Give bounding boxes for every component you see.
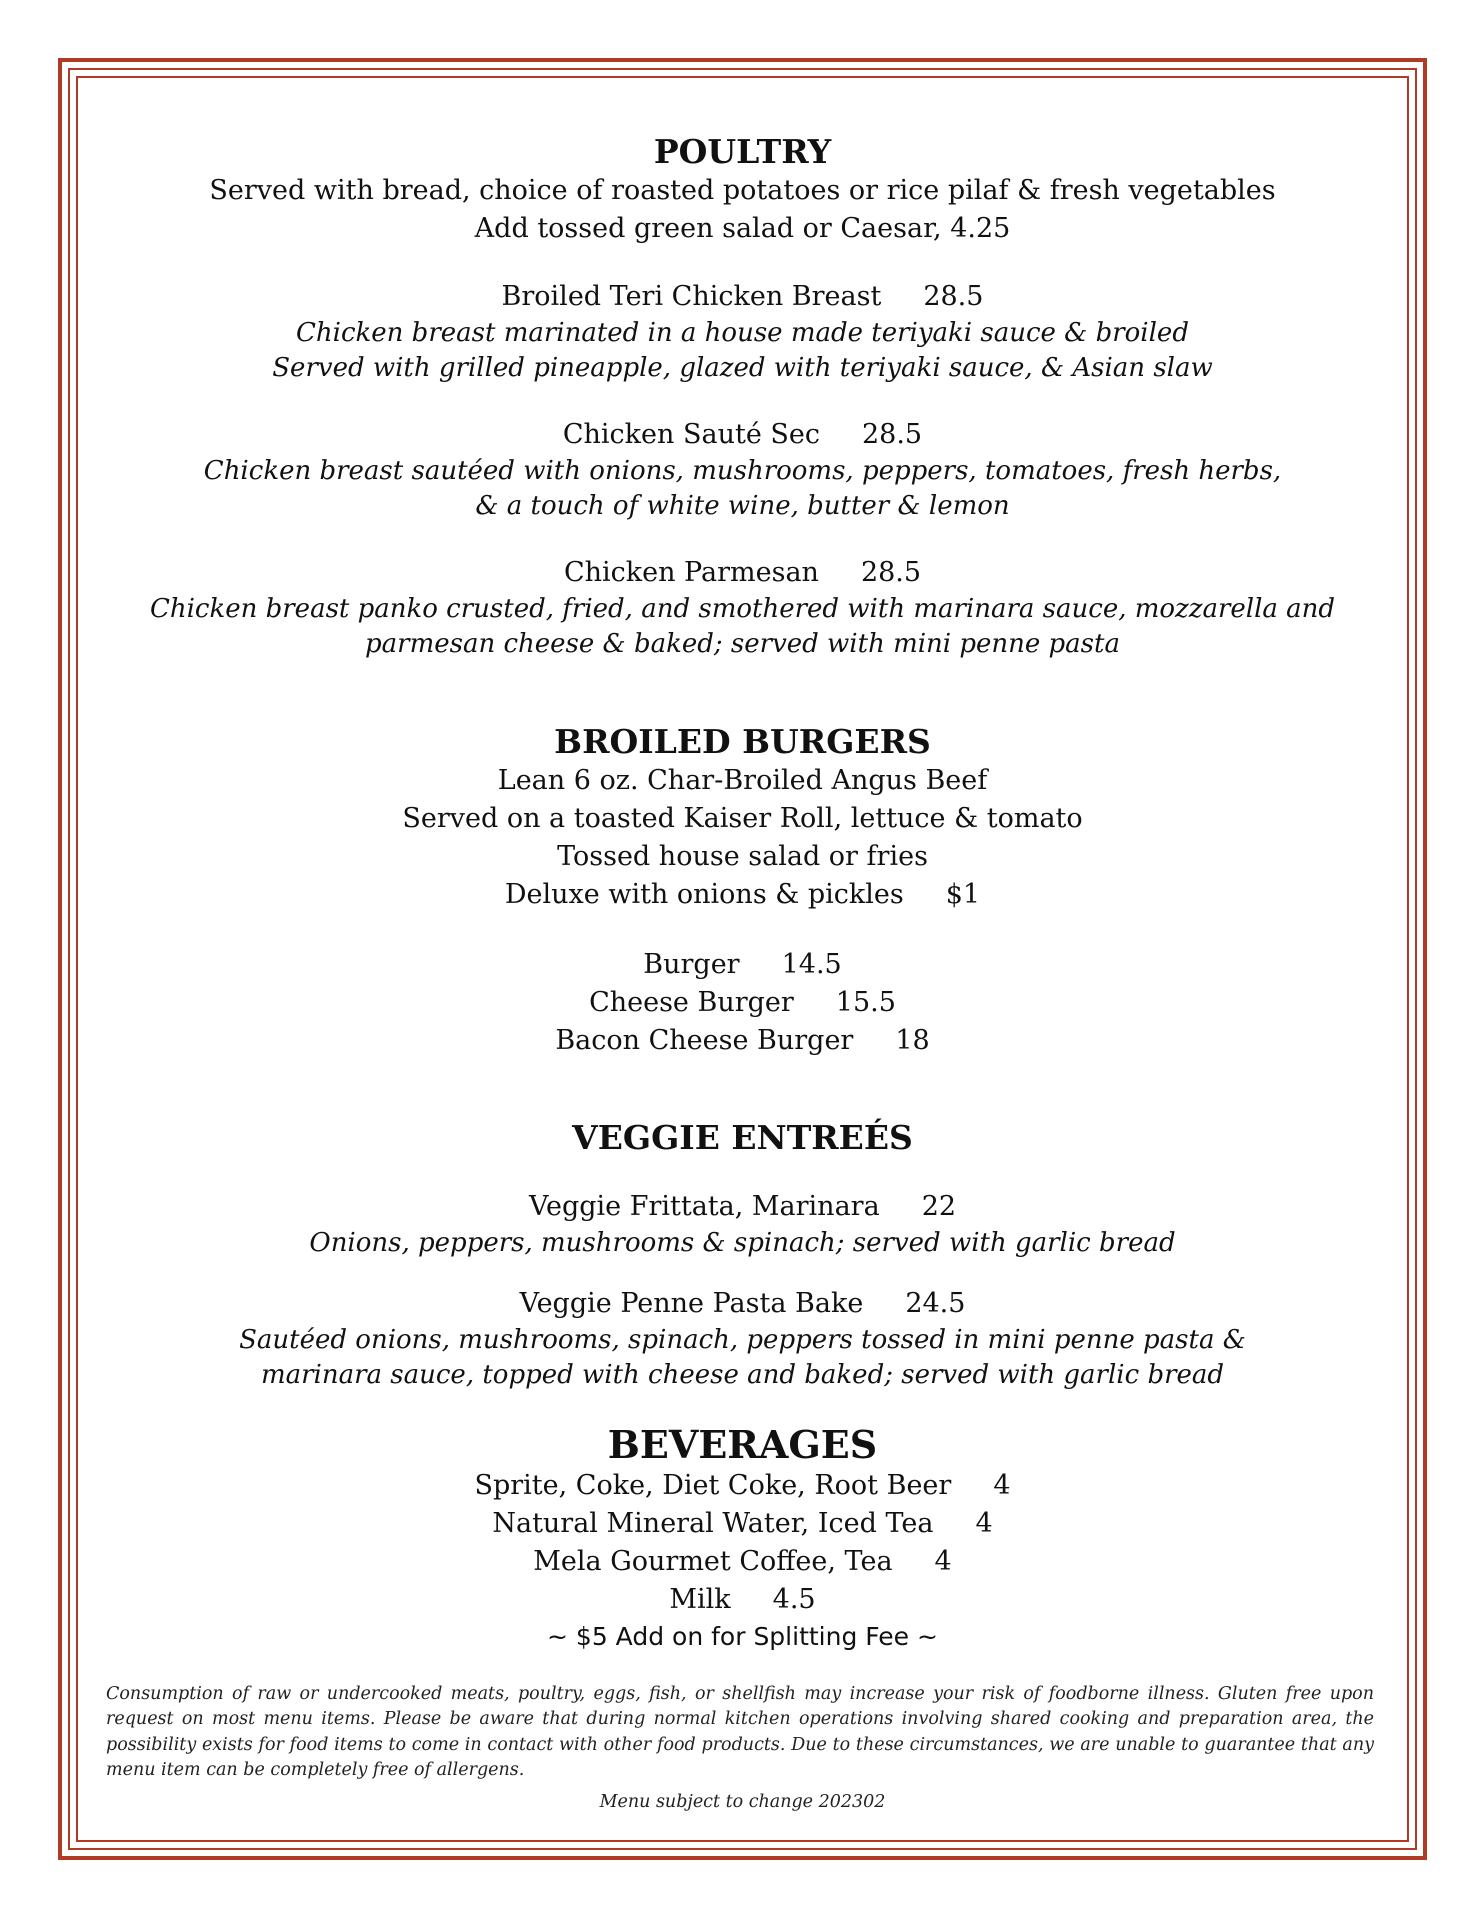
item-description: parmesan cheese & baked; served with mini penne pasta	[365, 629, 1120, 659]
burger-item	[100, 946, 1385, 984]
item-price: 15.5	[835, 987, 896, 1018]
item-name: Broiled Teri Chicken Breast	[501, 281, 882, 312]
item-name: Mela Gourmet Coffee, Tea	[533, 1546, 893, 1577]
item-name: Bacon Cheese Burger	[555, 1025, 854, 1056]
burger-item	[100, 1022, 1385, 1060]
item-price: 14.5	[781, 949, 842, 980]
burgers-line-3: Tossed house salad or fries	[557, 841, 928, 872]
item-description: marinara sauce, topped with cheese and baked; served with garlic bread	[260, 1360, 1225, 1390]
burgers-section	[100, 722, 1385, 1060]
poultry-intro-line-2: Add tossed green salad or Caesar, 4.25	[474, 213, 1011, 244]
beverage-item	[100, 1505, 1385, 1543]
beverages-heading: BEVERAGES	[607, 1422, 878, 1467]
burgers-line-2: Served on a toasted Kaiser Roll, lettuce & tomato	[402, 803, 1083, 834]
item-description: Served with grilled pineapple, glazed with teriyaki sauce, & Asian slaw	[272, 353, 1213, 383]
item-title	[100, 278, 1385, 316]
item-price: 28.5	[861, 419, 923, 450]
item-description: & a touch of white wine, butter & lemon	[475, 491, 1010, 521]
menu-item	[100, 278, 1385, 386]
item-price: 24.5	[905, 1288, 966, 1319]
item-description: Onions, peppers, mushrooms & spinach; served with garlic bread	[309, 1228, 1176, 1258]
item-name: Chicken Sauté Sec	[562, 419, 820, 450]
deluxe-label: Deluxe with onions & pickles	[504, 879, 904, 910]
item-name: Milk	[669, 1584, 731, 1615]
item-price: 28.5	[860, 557, 922, 588]
poultry-intro-line-1: Served with bread, choice of roasted potatoes or rice pilaf & fresh vegetables	[209, 175, 1276, 206]
beverages-section	[100, 1423, 1385, 1655]
item-name: Veggie Penne Pasta Bake	[519, 1288, 864, 1319]
veggie-heading: VEGGIE ENTREÉS	[572, 1118, 913, 1157]
item-name: Burger	[643, 949, 740, 980]
veggie-section	[100, 1118, 1385, 1393]
item-price: 4	[993, 1470, 1011, 1501]
item-name: Chicken Parmesan	[563, 557, 819, 588]
item-price: 4.5	[772, 1584, 816, 1615]
item-title	[100, 1188, 1385, 1226]
item-price: 4	[934, 1546, 952, 1577]
item-name: Sprite, Coke, Diet Coke, Root Beer	[474, 1470, 952, 1501]
allergen-disclaimer: Consumption of raw or undercooked meats, poultry, eggs, fish, or shellfish may increase your risk of foodborne illness. Gluten free upon request on most menu items. Please be aware that during normal kitchen operations involving shared cooking and preparation area, the possibility exists for food items to come in contact with other food products. Due to these circumstances, we are unable to guarantee that any menu item can be completely free of allergens.	[106, 1683, 1374, 1780]
item-description: Chicken breast sautéed with onions, mushrooms, peppers, tomatoes, fresh herbs,	[203, 456, 1282, 486]
menu-content	[100, 132, 1385, 1655]
item-title	[100, 554, 1385, 592]
item-name: Natural Mineral Water, Iced Tea	[492, 1508, 934, 1539]
item-name: Cheese Burger	[589, 987, 794, 1018]
beverage-item	[100, 1581, 1385, 1619]
beverage-item	[100, 1467, 1385, 1505]
item-title	[100, 416, 1385, 454]
item-title	[100, 1285, 1385, 1323]
menu-item	[100, 416, 1385, 524]
item-price: 18	[895, 1025, 930, 1056]
burgers-line-1: Lean 6 oz. Char-Broiled Angus Beef	[497, 765, 988, 796]
item-description: Chicken breast marinated in a house made teriyaki sauce & broiled	[296, 318, 1189, 348]
item-price: 22	[921, 1191, 957, 1222]
menu-version-footer: Menu subject to change 202302	[599, 1792, 886, 1812]
item-name: Veggie Frittata, Marinara	[528, 1191, 880, 1222]
splitting-fee-note: ~ $5 Add on for Splitting Fee ~	[547, 1622, 938, 1651]
menu-item	[100, 1285, 1385, 1393]
item-description: Chicken breast panko crusted, fried, and smothered with marinara sauce, mozzarella and	[149, 594, 1336, 624]
poultry-heading: POULTRY	[653, 132, 832, 171]
menu-item	[100, 554, 1385, 662]
menu-item	[100, 1188, 1385, 1261]
poultry-section	[100, 132, 1385, 662]
burger-item	[100, 984, 1385, 1022]
item-price: 28.5	[923, 281, 984, 312]
item-description: Sautéed onions, mushrooms, spinach, peppers tossed in mini penne pasta &	[239, 1325, 1246, 1355]
deluxe-price: $1	[945, 879, 981, 910]
burgers-deluxe-line	[100, 876, 1385, 914]
item-price: 4	[975, 1508, 993, 1539]
burgers-heading: BROILED BURGERS	[554, 722, 931, 761]
beverage-item	[100, 1543, 1385, 1581]
burger-list	[100, 946, 1385, 1060]
